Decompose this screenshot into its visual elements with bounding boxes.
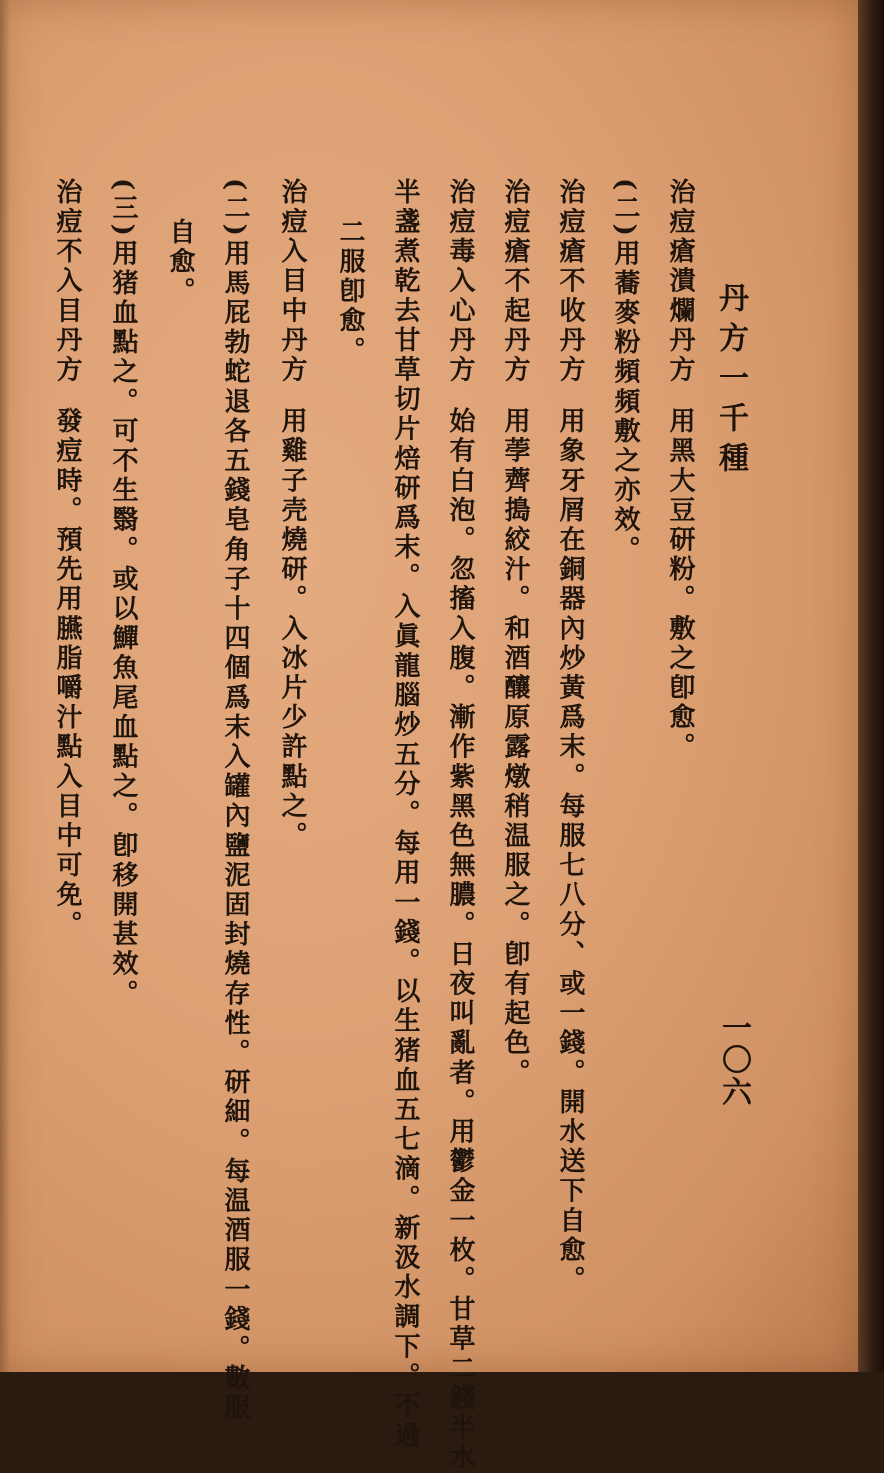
text-column xyxy=(103,178,143,1009)
column-heading: 治痘不入目丹方 xyxy=(52,178,82,386)
column-heading: 治痘瘡不起丹方 xyxy=(500,178,530,386)
column-body: 用雞子壳燒研。入冰片少許點之。 xyxy=(277,407,307,852)
text-column xyxy=(330,218,370,366)
page-number: 一〇六 xyxy=(716,1012,751,1108)
column-heading: 半盞煮乾去甘草切片焙研爲末。入眞龍腦炒五分。每用一錢。以生猪血五七滴。新汲水調下。不過 xyxy=(390,178,420,1451)
text-column xyxy=(47,178,87,940)
page-header-title: 丹方一千種 xyxy=(713,282,748,482)
column-heading: 治痘入目中丹方 xyxy=(277,178,307,386)
column-heading: 自愈。 xyxy=(165,218,195,307)
column-heading: (三)用猪血點之。可不生翳。或以鱓魚尾血點之。卽移開甚效。 xyxy=(108,178,138,1010)
book-spine xyxy=(858,0,884,1372)
column-heading: (二)用馬屁勃蛇退各五錢皂角子十四個爲末入罐內鹽泥固封燒存性。研細。每温酒服一錢。數服 xyxy=(220,178,250,1424)
column-body: 用象牙屑在銅器內炒黃爲末。每服七八分、或一錢。開水送下自愈。 xyxy=(555,407,585,1296)
text-column xyxy=(215,178,255,1423)
text-column xyxy=(272,178,312,851)
column-body: 始有白泡。忽搐入腹。漸作紫黑色無膿。日夜叫亂者。用鬱金一枚。甘草二錢半水 xyxy=(445,407,475,1473)
column-heading: 治痘瘡不收丹方 xyxy=(555,178,585,386)
text-column xyxy=(550,178,590,1295)
page-edge xyxy=(0,0,10,1372)
column-body: 用黑大豆研粉。敷之卽愈。 xyxy=(665,407,695,763)
text-column xyxy=(385,178,425,1451)
column-heading: (二)用蕎麥粉頻頻敷之亦效。 xyxy=(610,178,640,566)
text-column xyxy=(440,178,480,1473)
column-heading: 治痘瘡潰爛丹方 xyxy=(665,178,695,386)
column-heading: 二服卽愈。 xyxy=(335,218,365,366)
column-body: 發痘時。預先用臙脂嚼汁點入目中可免。 xyxy=(52,407,82,941)
text-column xyxy=(605,178,645,565)
column-body: 用荸薺搗絞汁。和酒釀原露燉稍温服之。卽有起色。 xyxy=(500,407,530,1089)
column-heading: 治痘毒入心丹方 xyxy=(445,178,475,386)
text-column xyxy=(660,178,700,762)
text-column xyxy=(495,178,535,1088)
text-column xyxy=(160,218,200,307)
